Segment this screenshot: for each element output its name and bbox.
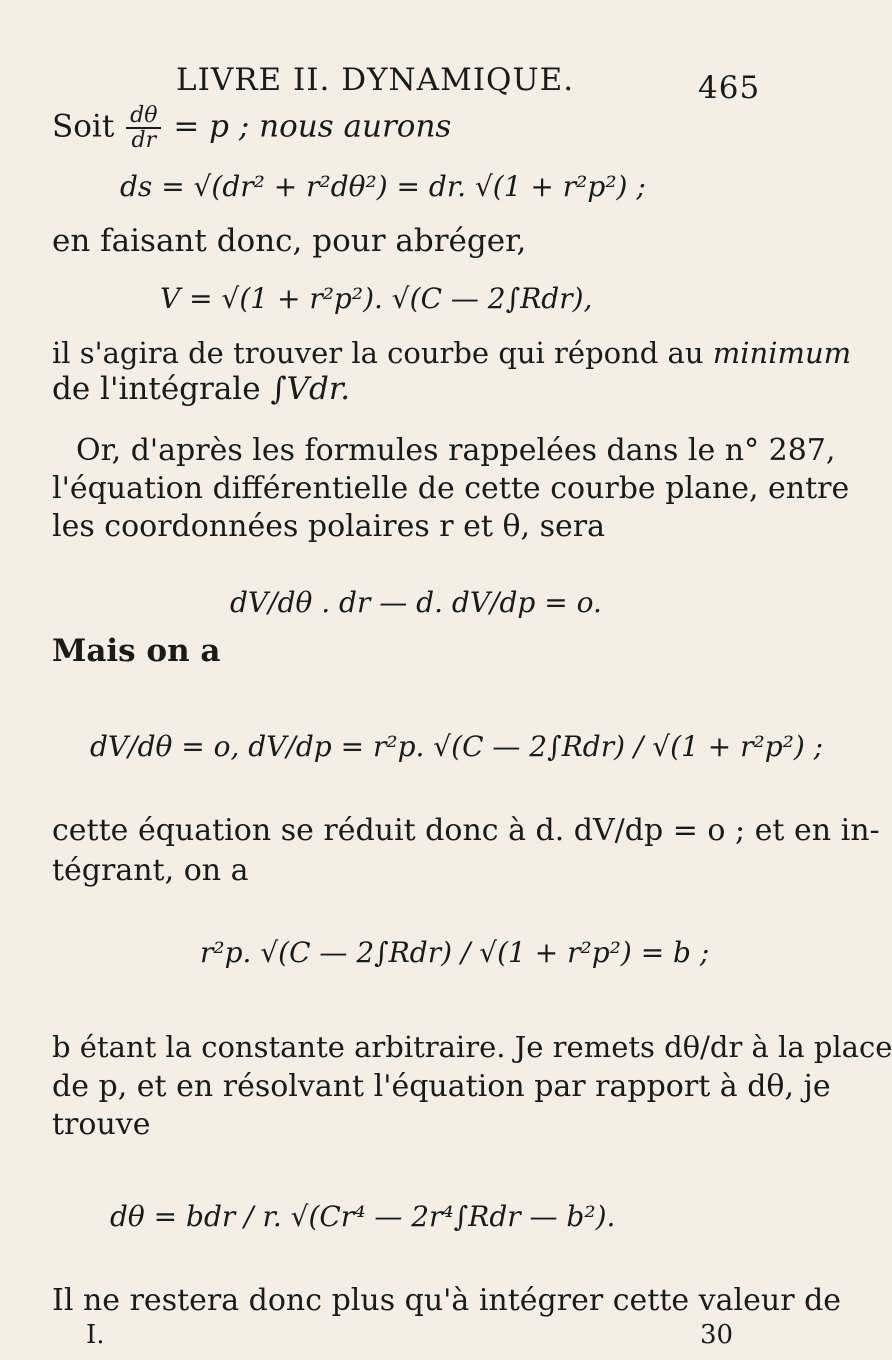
il-sagira-text: il s'agira de trouver la courbe qui répond au — [52, 336, 704, 370]
line-or-dapres: Or, d'après les formules rappelées dans le n° 287, — [76, 433, 836, 468]
line-b-etant: b étant la constante arbitraire. Je remets dθ/dr à la place — [52, 1030, 892, 1064]
line-soit — [52, 104, 451, 152]
equation-V: V = √(1 + r²p²). √(C — 2∫Rdr), — [160, 282, 593, 315]
fraction-numerator: dθ — [126, 104, 161, 129]
line-integrale — [52, 370, 350, 408]
line-cette-equation: cette équation se réduit donc à d. dV/dp = o ; et en in- — [52, 813, 880, 848]
running-head: LIVRE II. DYNAMIQUE. — [176, 62, 575, 98]
fraction-denominator: dr — [131, 128, 157, 154]
equation-euler: dV/dθ . dr — d. dV/dp = o. — [230, 586, 602, 619]
line-equation-differentielle: l'équation différentielle de cette courbe plane, entre — [52, 471, 850, 506]
equation-integral-b: r²p. √(C — 2∫Rdr) / √(1 + r²p²) = b ; — [200, 936, 710, 969]
soit-word: Soit — [52, 108, 115, 145]
equation-derivatives: dV/dθ = o, dV/dp = r²p. √(C — 2∫Rdr) / √(1 + r²p²) ; — [90, 730, 824, 763]
page-number: 465 — [698, 70, 761, 106]
line-coordonnees: les coordonnées polaires r et θ, sera — [52, 509, 605, 544]
soit-continuation: = p ; nous aurons — [173, 108, 452, 145]
signature-left: I. — [86, 1320, 105, 1350]
line-mais-on-a: Mais on a — [52, 633, 221, 669]
integrale-text: de l'intégrale — [52, 371, 261, 407]
line-tegrant: tégrant, on a — [52, 853, 249, 888]
line-en-faisant: en faisant donc, pour abréger, — [52, 223, 527, 259]
line-il-ne-restera: Il ne restera donc plus qu'à intégrer cette valeur de — [52, 1283, 842, 1318]
line-trouve: trouve — [52, 1107, 151, 1142]
equation-dtheta: dθ = bdr / r. √(Cr⁴ — 2r⁴∫Rdr — b²). — [110, 1200, 616, 1233]
signature-right: 30 — [700, 1320, 734, 1350]
line-de-p: de p, et en résolvant l'équation par rapport à dθ, je — [52, 1069, 831, 1104]
minimum-word: minimum — [712, 336, 852, 370]
line-il-sagira — [52, 334, 851, 372]
fraction-dtheta-dr — [126, 104, 161, 152]
equation-ds: ds = √(dr² + r²dθ²) = dr. √(1 + r²p²) ; — [120, 170, 646, 203]
integral-Vdr: ∫Vdr. — [270, 371, 351, 407]
